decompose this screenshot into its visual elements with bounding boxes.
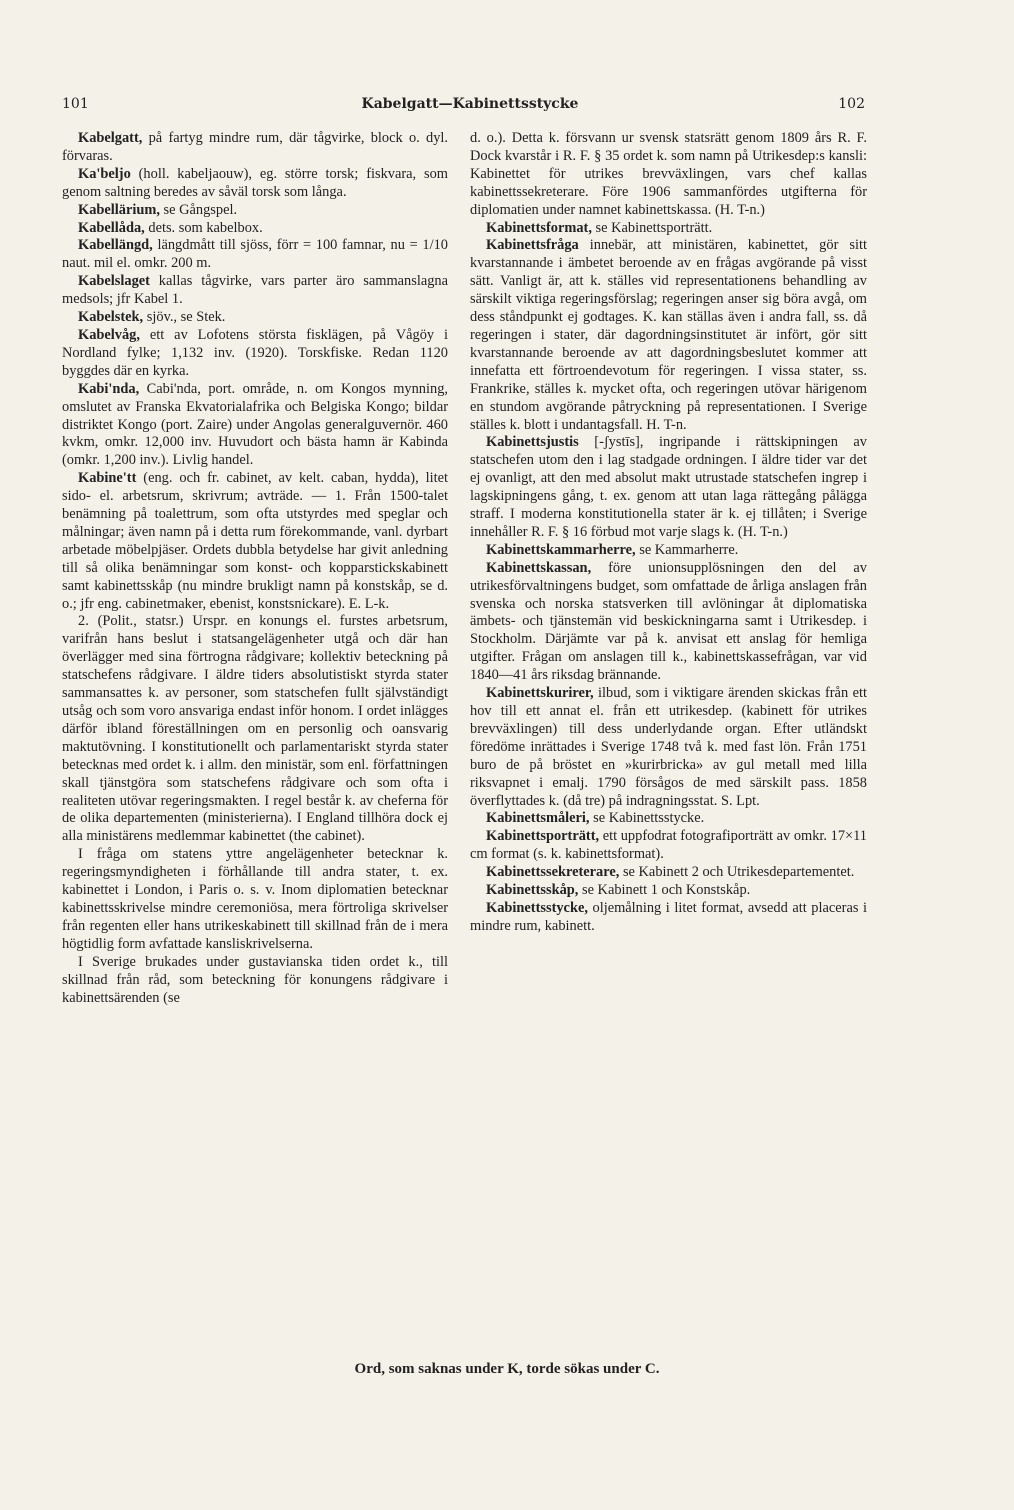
- entry-text: se Kabinett 2 och Utrikesdepartementet.: [619, 864, 855, 881]
- entry-headword: Kabelslaget: [78, 273, 150, 290]
- running-title: Kabelgatt—Kabinettsstycke: [361, 96, 579, 112]
- dictionary-entry: [470, 810, 867, 828]
- entry-text: dets. som kabelbox.: [144, 219, 263, 236]
- entry-text: sjöv., se Stek.: [143, 309, 226, 326]
- entry-headword: Kabinettsskåp,: [486, 882, 579, 899]
- dictionary-entry: [470, 130, 867, 220]
- entry-text: d. o.). Detta k. försvann ur svensk statsrätt genom 1809 års R. F. Dock kvarstår i R. F. § 35 ordet k. som namn på Utrikesdep:s kansli: Kabinettet för utrikes brevväxlingen, vars chef kallas kabinettssekreterare. Före 1906 sammanfördes utgifterna för diplomatien under namnet kabinettskassa. (H. T-n.): [470, 130, 867, 218]
- dictionary-entry: [470, 542, 867, 560]
- entry-headword: Kabine'tt: [78, 470, 137, 487]
- entry-text: ett uppfodrat fotografiporträtt av omkr. 17×11 cm format (s. k. kabinettsformat).: [470, 828, 867, 863]
- footer-note: Ord, som saknas under K, torde sökas under C.: [354, 1361, 660, 1377]
- entry-headword: Kabellängd,: [78, 237, 153, 254]
- dictionary-entry: [62, 202, 448, 220]
- dictionary-entry: [62, 309, 448, 327]
- dictionary-entry: [62, 954, 448, 1008]
- entry-text: se Kabinettsporträtt.: [591, 219, 713, 236]
- entry-headword: Kabellärium,: [78, 201, 160, 218]
- dictionary-entry: [470, 434, 867, 541]
- entry-headword: Kabinettssekreterare,: [486, 864, 620, 881]
- entry-headword: Kabinettsmåleri,: [486, 810, 590, 827]
- page-number-left: 101: [62, 96, 89, 112]
- entry-text: innebär, att ministären, kabinettet, gör sitt kvarstannande i ämbetet beroende av en frågas avgörande på visst sätt. Vanligt är, att k. ställes vid representationens behandling av särskilt viktiga regeringsförslag; regeringen anser sig böra avgå, om dess ståndpunkt ej godtages. K. kan ställas även i andra fall, ss. då regeringen i stater, där dagordningsinstitutet är infört, gör sitt kvarstannande beroende av att dagordningsbeslutet kommer att innefatta ett förtroendevotum för regeringen. I vissa stater, ss. Frankrike, ställes k. mycket ofta, och regeringen utövar härigenom en stundom avgörande påtryckning på representationen. I Sverige ställes k. blott i undantagsfall. H. T-n.: [470, 237, 867, 433]
- entry-text: se Gångspel.: [159, 201, 238, 218]
- dictionary-entry: [470, 900, 867, 936]
- dictionary-entry: [62, 166, 448, 202]
- dictionary-entry: [470, 237, 867, 434]
- entry-text: längdmått till sjöss, förr = 100 famnar, nu = 1/10 naut. mil el. omkr. 200 m.: [62, 237, 448, 272]
- dictionary-entry: [470, 882, 867, 900]
- left-column: [62, 130, 448, 1007]
- entry-text: (eng. och fr. cabinet, av kelt. caban, hydda), litet sido- el. arbetsrum, skrivrum; avträde. — 1. Från 1500-talet benämning på toalettrum, som ofta utstyrdes med speglar och målningar; även namn på i detta rum förekommande, vanl. dyrbart arbetade möbelpjäser. Ordets dubbla betydelse har givit anledning till så olika benämningar som konst- och kopparstickskabinett samt kabinettsskåp (nu mindre brukligt namn på konstskåp, se d. o.; jfr eng. cabinetmaker, ebenist, konstsnickare). E. L-k.: [62, 470, 448, 612]
- entry-text: [-ʃystīs], ingripande i rättskipningen av statschefen utom den i lag stadgade ordningen. I äldre tider var det ej ovanligt, att den med absolut makt utrustade statschefen ingrep i lagskipningens gång, t. ex. genom att utan laga rättegång pålägga straff. I moderna konstitutionella stater är k. ej tillåten; i Sverige innehåller R. F. § 16 förbud mot varje slags k. (H. T-n.): [470, 434, 867, 540]
- entry-text: ett av Lofotens största fisklägen, på Vågöy i Nordland fylke; 1,132 inv. (1920). Torskfiske. Redan 1120 byggdes där en kyrka.: [62, 326, 448, 379]
- entry-text: Cabi'nda, port. område, n. om Kongos mynning, omslutet av Franska Ekvatorialafrika och Belgiska Kongo; bildar distriktet Kongo (port. Zaire) under Angolas generalguvernör. 460 kvkm, omkr. 12,000 inv. Huvudort och bästa hamn är Kabinda (omkr. 1,200 inv.). Livlig handel.: [62, 380, 448, 469]
- entry-text: 2. (Polit., statsr.) Urspr. en konungs el. furstes arbetsrum, varifrån hans beslut i statsangelägenheter utgå och där han överlägger med sina förtrogna rådgivare; kollektiv beteckning på statschefens rådgivare. I äldre tiders absolutistiskt styrda stater sammansattes k. av personer, som statschefen fullt självständigt utsåg och som voro ansvariga endast inför honom. I ordet inlägges därför ibland föreställningen om en personlig och oansvarig maktutövning. I konstitutionellt och parlamentariskt styrda stater betecknas med ordet k. i allm. den ministär, som enl. författningen skall tjänstgöra som statschefens rådgivare och som ofta i realiteten utövar regeringsmakten. I regel består k. av cheferna för de olika departementen (ministerierna). I England tillhöra dock ej alla ministärens medlemmar kabinettet (the cabinet).: [62, 613, 448, 845]
- dictionary-entry: [470, 828, 867, 864]
- entry-headword: Kabinettsporträtt,: [486, 828, 600, 845]
- dictionary-entry: [62, 613, 448, 846]
- entry-text: se Kammarherre.: [635, 541, 739, 558]
- entry-text: se Kabinettsstycke.: [589, 810, 705, 827]
- entry-text: före unionsupplösningen den del av utrikesförvaltningens budget, som omfattade de årliga anslagen från svenska och norska statsverken till avlöningar åt diplomatiska ämbets- och tjänstemän vid beskickningarna samt i Utrikesdep. i Stockholm. Därjämte var på k. anvisat ett anslag för hemliga utgifter. Frågan om anslagen till k., kabinettskassefrågan, var vid 1840—41 års riksdag brännande.: [470, 559, 867, 684]
- dictionary-entry: [470, 685, 867, 810]
- dictionary-entry: [470, 560, 867, 685]
- entry-text: I fråga om statens yttre angelägenheter betecknar k. regeringsmyndigheten i förhållande till andra stater, t. ex. kabinettet i London, i Paris o. s. v. Inom diplomatien betecknar kabinettsskrivelse mindre ceremoniösa, mera förtroliga skrivelser från regenten eller hans utrikeskabinett till skillnad från de i mera högtidlig form avfattade kansliskrivelserna.: [62, 846, 448, 952]
- dictionary-entry: [62, 220, 448, 238]
- dictionary-entry: [62, 130, 448, 166]
- dictionary-entry: [470, 864, 867, 882]
- dictionary-entry: [62, 381, 448, 471]
- entry-text: I Sverige brukades under gustavianska tiden ordet k., till skillnad från råd, som beteckning för konungens rådgivare i kabinettsärenden (se: [62, 953, 448, 1006]
- entry-headword: Kabinettsfråga: [486, 237, 579, 254]
- entry-headword: Kabellåda,: [78, 219, 145, 236]
- dictionary-entry: [62, 237, 448, 273]
- dictionary-entry: [62, 470, 448, 613]
- entry-headword: Kabinettsjustis: [486, 434, 579, 451]
- entry-text: kallas tågvirke, vars parter äro sammanslagna medsols; jfr Kabel 1.: [62, 273, 448, 308]
- entry-headword: Kabelvåg,: [78, 326, 140, 343]
- entry-headword: Kabinettsformat,: [486, 219, 592, 236]
- page-number-right: 102: [838, 96, 865, 112]
- entry-headword: Kabelgatt,: [78, 130, 143, 146]
- dictionary-entry: [62, 273, 448, 309]
- entry-text: (holl. kabeljaouw), eg. större torsk; fiskvara, som genom saltning beredes av såväl torsk som långa.: [62, 165, 448, 200]
- entry-headword: Ka'beljo: [78, 165, 131, 182]
- entry-headword: Kabinettskammarherre,: [486, 541, 636, 558]
- entry-text: på fartyg mindre rum, där tågvirke, block o. dyl. förvaras.: [62, 130, 448, 164]
- dictionary-entry: [62, 846, 448, 953]
- entry-text: oljemålning i litet format, avsedd att placeras i mindre rum, kabinett.: [470, 899, 867, 934]
- page-header: [0, 96, 1014, 120]
- dictionary-entry: [62, 327, 448, 381]
- entry-headword: Kabinettskurirer,: [486, 685, 594, 702]
- entry-text: se Kabinett 1 och Konstskåp.: [578, 882, 751, 899]
- right-column: [470, 130, 867, 936]
- entry-headword: Kabinettskassan,: [486, 559, 592, 576]
- dictionary-entry: [470, 220, 867, 238]
- entry-headword: Kabi'nda,: [78, 380, 140, 397]
- entry-headword: Kabelstek,: [78, 309, 144, 326]
- entry-text: ilbud, som i viktigare ärenden skickas från ett hov till ett annat el. från ett utrikesdep. (kabinett för utrikes brevväxlingen) till dess underlydande organ. Efter utländskt föredöme inrättades i Sverige 1748 två k. med fast lön. Från 1751 buro de på bröstet en »kurirbricka» av gul metall med lilla riksvapnet i emalj. 1790 försågos de med särskilt pass. 1858 överflyttades k. (då tre) på indragningsstat. S. Lpt.: [470, 685, 867, 809]
- entry-headword: Kabinettsstycke,: [486, 899, 588, 916]
